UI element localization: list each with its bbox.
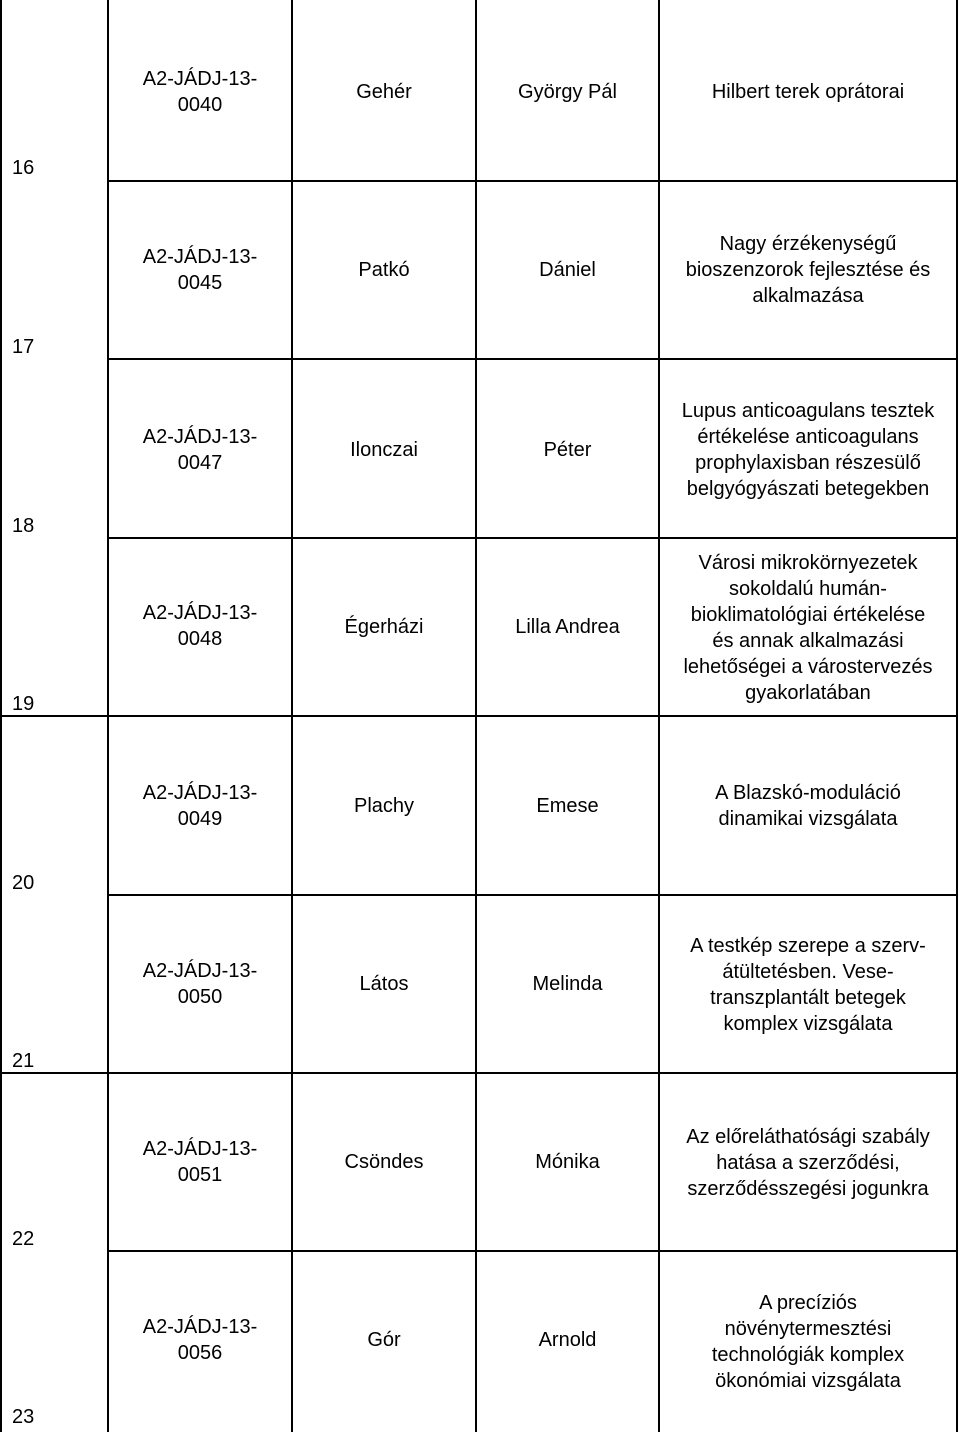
code-number: 0056 (177, 1342, 223, 1364)
thesis-title: Az előreláthatósági szabály hatása a szerződési, szerződésszegési jogunkra (686, 1126, 930, 1200)
given-name: Melinda (532, 973, 603, 995)
given-name: Emese (536, 795, 599, 817)
application-code (109, 238, 291, 302)
table-row (0, 715, 960, 894)
table-row (0, 358, 960, 537)
given-name: Dániel (539, 259, 596, 281)
application-code (109, 774, 291, 838)
thesis-title: A Blazskó-moduláció dinamikai vizsgálata (715, 782, 901, 830)
family-name: Patkó (358, 259, 410, 281)
thesis-title: Nagy érzékenységű bioszenzorok fejlesztése és alkalmazása (685, 233, 931, 307)
code-prefix: A2-JÁDJ-13- (142, 602, 258, 624)
table-row (0, 1072, 960, 1250)
thesis-title: Városi mikrokörnyezetek sokoldalú humán- bioklimatológiai értékelése és annak alkalmazási lehetőségei a várostervezés gyakorlatában (683, 552, 933, 704)
family-name: Gehér (356, 81, 412, 103)
family-name: Ilonczai (350, 439, 418, 461)
row-number: 18 (12, 515, 35, 537)
application-code (109, 594, 291, 658)
code-prefix: A2-JÁDJ-13- (142, 782, 258, 804)
given-name: György Pál (518, 81, 617, 103)
table-row (0, 894, 960, 1072)
code-number: 0047 (177, 452, 223, 474)
table-row (0, 1250, 960, 1432)
table-row (0, 537, 960, 715)
given-name: Mónika (535, 1151, 600, 1173)
row-number: 17 (12, 336, 35, 358)
family-name: Gór (367, 1329, 401, 1351)
thesis-title: A precíziós növénytermesztési technológiák komplex ökonómiai vizsgálata (711, 1292, 905, 1392)
thesis-title: A testkép szerepe a szerv- átültetésben. Vese- transzplantált betegek komplex vizsgálata (690, 935, 926, 1035)
row-number: 20 (12, 872, 35, 894)
family-name: Plachy (353, 795, 415, 817)
application-code (109, 1308, 291, 1372)
given-name: Péter (543, 439, 592, 461)
code-prefix: A2-JÁDJ-13- (142, 246, 258, 268)
code-prefix: A2-JÁDJ-13- (142, 960, 258, 982)
code-number: 0051 (177, 1164, 223, 1186)
row-number: 21 (12, 1050, 35, 1072)
family-name: Látos (359, 973, 409, 995)
code-prefix: A2-JÁDJ-13- (142, 1316, 258, 1338)
thesis-title: Hilbert terek oprátorai (711, 81, 905, 103)
code-number: 0050 (177, 986, 223, 1008)
row-number: 22 (12, 1228, 35, 1250)
code-number: 0048 (177, 628, 223, 650)
given-name: Lilla Andrea (515, 616, 620, 638)
application-code (109, 952, 291, 1016)
table-row (0, 180, 960, 358)
row-number: 16 (12, 157, 35, 179)
application-code (109, 1130, 291, 1194)
table-row (0, 0, 960, 180)
code-prefix: A2-JÁDJ-13- (142, 1138, 258, 1160)
family-name: Égerházi (344, 616, 424, 638)
code-number: 0049 (177, 808, 223, 830)
application-code (109, 418, 291, 482)
row-number: 23 (12, 1406, 35, 1428)
application-code (109, 60, 291, 124)
code-prefix: A2-JÁDJ-13- (142, 68, 258, 90)
row-number: 19 (12, 693, 35, 715)
thesis-title: Lupus anticoagulans tesztek értékelése anticoagulans prophylaxisban részesülő belgyógyászati betegekben (681, 400, 935, 500)
code-prefix: A2-JÁDJ-13- (142, 426, 258, 448)
given-name: Arnold (538, 1329, 597, 1351)
code-number: 0045 (177, 272, 223, 294)
family-name: Csöndes (344, 1151, 424, 1173)
code-number: 0040 (177, 94, 223, 116)
